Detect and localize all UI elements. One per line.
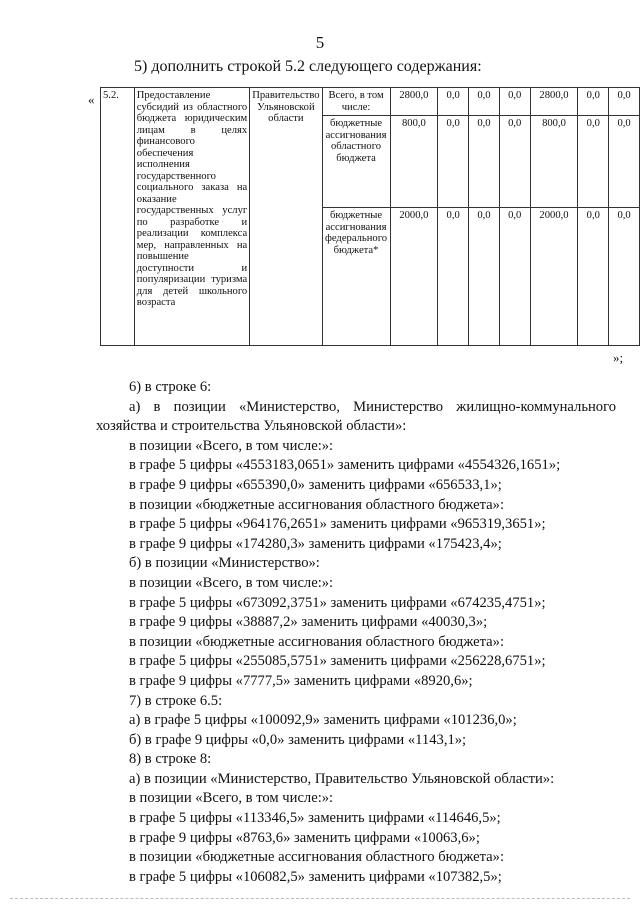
value-cell: 0,0: [438, 208, 469, 346]
table-row: [101, 88, 640, 116]
page-edge-divider: [10, 898, 630, 899]
value-cell: 0,0: [438, 116, 469, 208]
value-cell: 0,0: [499, 88, 530, 116]
amendment-line: в позиции «Всего, в том числе:»:: [129, 437, 334, 454]
amendment-line: а) в позиции «Министерство, Министерство жилищно-коммунального хозяйства и строительства Ульяновской области»:: [96, 398, 616, 435]
amendment-line: в графе 9 цифры «8763,6» заменить цифрами «10063,6»;: [129, 829, 480, 846]
value-cell: 0,0: [609, 88, 640, 116]
amendment-line: в позиции «бюджетные ассигнования областного бюджета»:: [129, 849, 504, 866]
value-cell: 0,0: [469, 116, 500, 208]
value-cell: 0,0: [609, 208, 640, 346]
quote-close: »;: [613, 350, 624, 365]
amendment-line: в графе 5 цифры «106082,5» заменить цифрами «107382,5»;: [129, 868, 502, 885]
amendment-intro: 5) дополнить строкой 5.2 следующего содержания:: [134, 58, 482, 75]
value-cell: 0,0: [609, 116, 640, 208]
amendment-line: 6) в строке 6:: [129, 379, 212, 395]
value-cell: 0,0: [499, 116, 530, 208]
amendment-line: а) в позиции «Министерство, Правительство Ульяновской области»:: [129, 770, 555, 787]
value-cell: 2000,0: [390, 208, 438, 346]
amendment-line: в графе 9 цифры «174280,3» заменить цифрами «175423,4»;: [129, 535, 502, 552]
amendment-line: в графе 5 цифры «255085,5751» заменить цифрами «256228,6751»;: [129, 653, 546, 670]
amendment-line: в графе 5 цифры «964176,2651» заменить цифрами «965319,3651»;: [129, 516, 546, 533]
value-cell: 2000,0: [530, 208, 578, 346]
amendment-line: 7) в строке 6.5:: [129, 692, 223, 709]
amendment-line: а) в графе 5 цифры «100092,9» заменить цифрами «101236,0»;: [129, 712, 517, 729]
value-cell: 0,0: [469, 208, 500, 346]
amendment-line: в позиции «Всего, в том числе:»:: [129, 790, 334, 807]
value-cell: 0,0: [578, 208, 609, 346]
amendment-line: в графе 9 цифры «7777,5» заменить цифрами «8920,6»;: [129, 672, 473, 689]
amendment-line: в графе 5 цифры «113346,5» заменить цифрами «114646,5»;: [129, 810, 501, 827]
page-number: 5: [315, 33, 325, 52]
value-cell: 0,0: [578, 88, 609, 116]
value-cell: 0,0: [438, 88, 469, 116]
value-cell: 2800,0: [390, 88, 438, 116]
amendment-line: в позиции «бюджетные ассигнования областного бюджета»:: [129, 633, 504, 650]
amendment-line: в графе 5 цифры «673092,3751» заменить цифрами «674235,4751»;: [129, 594, 546, 611]
value-cell: 0,0: [469, 88, 500, 116]
amendment-line: в позиции «Всего, в том числе:»:: [129, 574, 334, 591]
funding-source-cell: бюджетные ассигнования федерального бюджета*: [322, 208, 390, 346]
amendment-line: в графе 9 цифры «38887,2» заменить цифрами «40030,3»;: [129, 614, 488, 631]
row-number-cell: 5.2.: [101, 88, 135, 346]
value-cell: 2800,0: [530, 88, 578, 116]
funding-source-cell: бюджетные ассигнования областного бюджета: [322, 116, 390, 208]
amendment-line: б) в графе 9 цифры «0,0» заменить цифрами «1143,1»;: [129, 731, 467, 748]
value-cell: 800,0: [530, 116, 578, 208]
quote-open: «: [88, 92, 95, 107]
amendment-line: 8) в строке 8:: [129, 751, 212, 768]
funding-source-cell: Всего, в том числе:: [322, 88, 390, 116]
amendment-line: б) в позиции «Министерство»:: [129, 555, 320, 572]
amendment-line: в графе 5 цифры «4553183,0651» заменить цифрами «4554326,1651»;: [129, 457, 561, 474]
measure-name-cell: Предоставление субсидий из областного бюджета юридическим лицам в целях финансового обеспечения исполнения государственного социального заказа на оказание государственных услуг по разработке и реализации комплекса мер, направленных на повышение доступности и популяризации туризма для детей школьного возраста: [134, 88, 249, 346]
value-cell: 0,0: [499, 208, 530, 346]
value-cell: 800,0: [390, 116, 438, 208]
amendment-line: в позиции «бюджетные ассигнования областного бюджета»:: [129, 496, 504, 513]
inserted-row-table: [100, 87, 640, 346]
responsible-org-cell: Правительство Ульяновской области: [250, 88, 322, 346]
amendment-line: в графе 9 цифры «655390,0» заменить цифрами «656533,1»;: [129, 476, 502, 493]
value-cell: 0,0: [578, 116, 609, 208]
amendments-body: [96, 378, 616, 887]
